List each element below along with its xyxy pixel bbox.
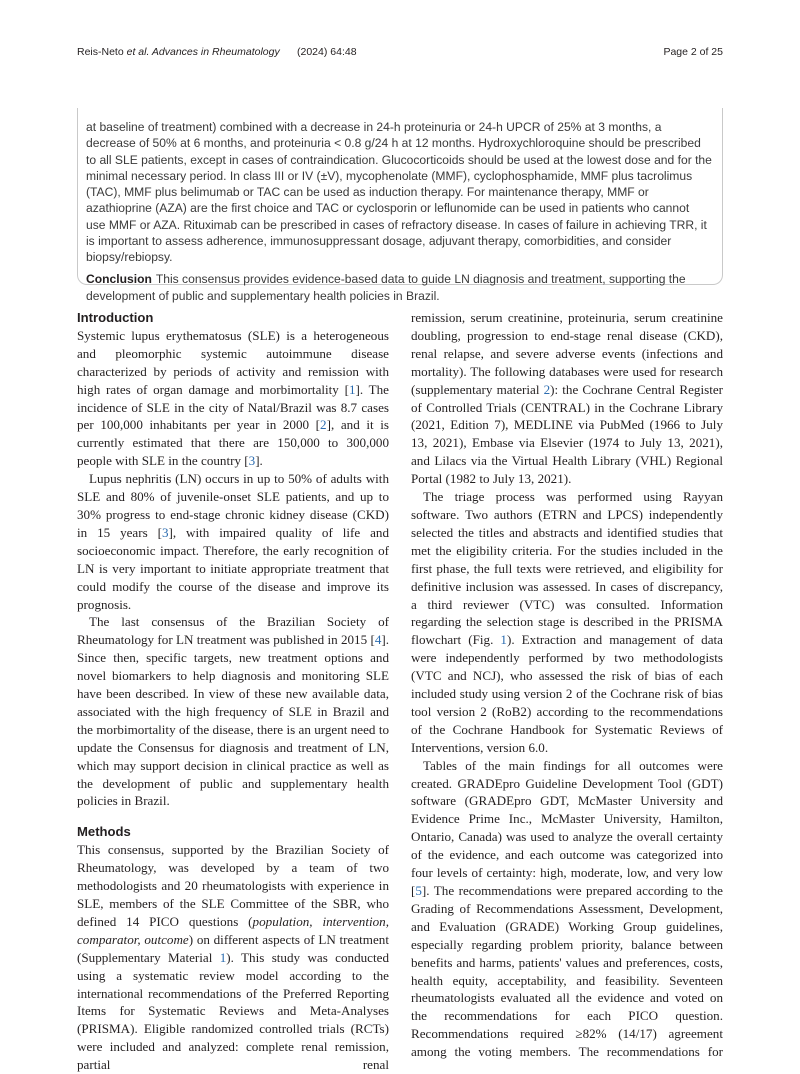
ref-link-5[interactable]: 5	[415, 883, 422, 898]
running-header	[77, 46, 723, 60]
volume-issue: (2024) 64:48	[297, 46, 357, 58]
ref-link-3[interactable]: 3	[248, 453, 256, 469]
supp-link-1[interactable]: 1	[219, 949, 227, 965]
fig-link-1[interactable]: 1	[500, 632, 507, 648]
journal-citation: Reis-Neto et al. Advances in Rheumatology	[77, 46, 280, 58]
supp-link-2[interactable]: 2	[543, 381, 551, 397]
intro-paragraph-3: The last consensus of the Brazilian Society of Rheumatology for LN treatment was published in 2015 [4]. Since then, specific targets, new treatment options and novel biomarkers to help diagnosis and monitoring SLE have been described. In view of these new available data, associated with the high frequency of SLE in Brazil and the morbimortality of the disease, there is an urgent need to update the Consensus for diagnosis and treatment of LN, which may support decision in clinical practice as well as the development of public and supplementary health policies in Brazil.	[77, 614, 389, 809]
left-column	[77, 309, 389, 1074]
methods-heading: Methods	[77, 824, 131, 840]
methods-paragraph-1: This consensus, supported by the Brazilian Society of Rheumatology, was developed by a team of two methodologists and 20 rheumatologists with experience in SLE, members of the SLE Committee of the SBR, who defined 14 PICO questions (population, intervention, comparator, outcome) on different aspects of LN treatment (Supplementary Material 1). This study was conducted using a systematic review model according to the international recommendations of the Preferred Reporting Items for Systematic Reviews and Meta-Analyses (PRISMA). Eligible randomized controlled trials (RCTs) were included and analyzed: complete renal remission, partial renal	[77, 842, 389, 1073]
ref-link-1[interactable]: 1	[348, 381, 356, 397]
ref-link-3b[interactable]: 3	[161, 524, 169, 540]
intro-paragraph-2: Lupus nephritis (LN) occurs in up to 50% of adults with SLE and 80% of juvenile-onset SLE patients, and up to 30% progress to end-stage chronic kidney disease (CKD) in 15 years [3], with impaired quality of life and socioeconomic impact. Therefore, the early recognition of LN is very important to initiate appropriate treatment that could modify the course of the disease and improve its prognosis.	[77, 471, 389, 612]
methods-paragraph-3: The triage process was performed using Rayyan software. Two authors (ETRN and LPCS) independently selected the titles and abstracts and identified studies that met the eligibility criteria. For the studies included in the first phase, the full texts were retrieved, and eligibility for definitive inclusion was assessed. In cases of discrepancy, a third reviewer (VTC) was consulted. Information regarding the selection stage is described in the PRISMA flowchart (Fig. 1). Extraction and management of data were independently performed by two methodologists (VTC and NCJ), who assessed the risk of bias of each included study using version 2 of the Cochrane risk of bias tool version 2 (RoB2) according to the recommendations of the Cochrane Handbook for Systematic Reviews of Interventions, version 6.0.	[411, 489, 723, 755]
page-number: Page 2 of 25	[663, 46, 723, 58]
methods-paragraph-2: remission, serum creatinine, proteinuria, serum creatinine doubling, progression to end-stage renal disease (CKD), renal relapse, and severe adverse events (infections and mortality). The following databases were used for research (supplementary material 2): the Cochrane Central Register of Controlled Trials (CENTRAL) in the Cochrane Library (2021, Edition 7), MEDLINE via PubMed (1966 to July 13, 2021), Embase via Elsevier (1974 to July 13, 2021), and Lilacs via the Virtual Health Library (VHL) Regional Portal (1982 to July 13, 2021).	[411, 310, 724, 487]
ref-link-2[interactable]: 2	[320, 417, 327, 433]
conclusion-label: Conclusion	[86, 272, 152, 287]
abstract-conclusion: Conclusion This consensus provides evidence-based data to guide LN diagnosis and treatment, supporting the development of public and supplementary health policies in Brazil.	[86, 272, 686, 303]
methods-paragraph-4: Tables of the main findings for all outcomes were created. GRADEpro Guideline Development Tool (GDT) software (GRADEpro GDT, McMaster University and Evidence Prime Inc., McMaster University, Hamilton, Ontario, Canada) was used to analyze the overall certainty of the evidence, and each outcome was categorized into four levels of certainty: high, moderate, low, and very low [5]. The recommendations were prepared according to the Grading of Recommendations Assessment, Development, and Evaluation (GRADE) Working Group guidelines, especially regarding problem priority, balance between benefits and harms, patients' values and preferences, costs, health equity, acceptability, and feasibility. Seventeen rheumatologists evaluated all the evidence and voted on the recommendations for each PICO question. Recommendations required ≥82% (14/17) agreement among the voting members. The recommendations for	[411, 757, 723, 1060]
introduction-heading: Introduction	[77, 310, 154, 325]
ref-link-4[interactable]: 4	[374, 632, 382, 648]
right-column	[411, 309, 723, 1061]
abstract-box	[77, 108, 723, 303]
abstract-continuation: at baseline of treatment) combined with a decrease in 24-h proteinuria or 24-h UPCR of 25% at 3 months, a decrease of 50% at 6 months, and proteinuria < 0.8 g/24 h at 12 months. Hydroxychloroquine should be prescribed to all SLE patients, except in cases of contraindication. Glucocorticoids should be used at the lowest dose and for the minimal necessary period. In class III or IV (±V), mycophenolate (MMF), cyclophosphamide, MMF plus tacrolimus (TAC), MMF plus belimumab or TAC can be used as induction therapy. For maintenance therapy, MMF or azathioprine (AZA) are the first choice and TAC or cyclosporin or leflunomide can be used in patients who cannot use MMF or AZA. Rituximab can be prescribed in cases of refractory disease. In cases of failure in achieving TRR, it is important to assess adherence, immunosuppressant dosage, adjuvant therapy, comorbidities, and consider biopsy/rebiopsy.	[86, 120, 712, 264]
intro-paragraph-1: Systemic lupus erythematosus (SLE) is a heterogeneous and pleomorphic systemic autoimmune disease characterized by periods of activity and remission with high rates of organ damage and morbimortality [1]. The incidence of SLE in the city of Natal/Brazil was 8.7 cases per 100,000 inhabitants per year in 2000 [2], and it is currently estimated that there are 150,000 to 300,000 people with SLE in the country [3].	[77, 327, 389, 469]
